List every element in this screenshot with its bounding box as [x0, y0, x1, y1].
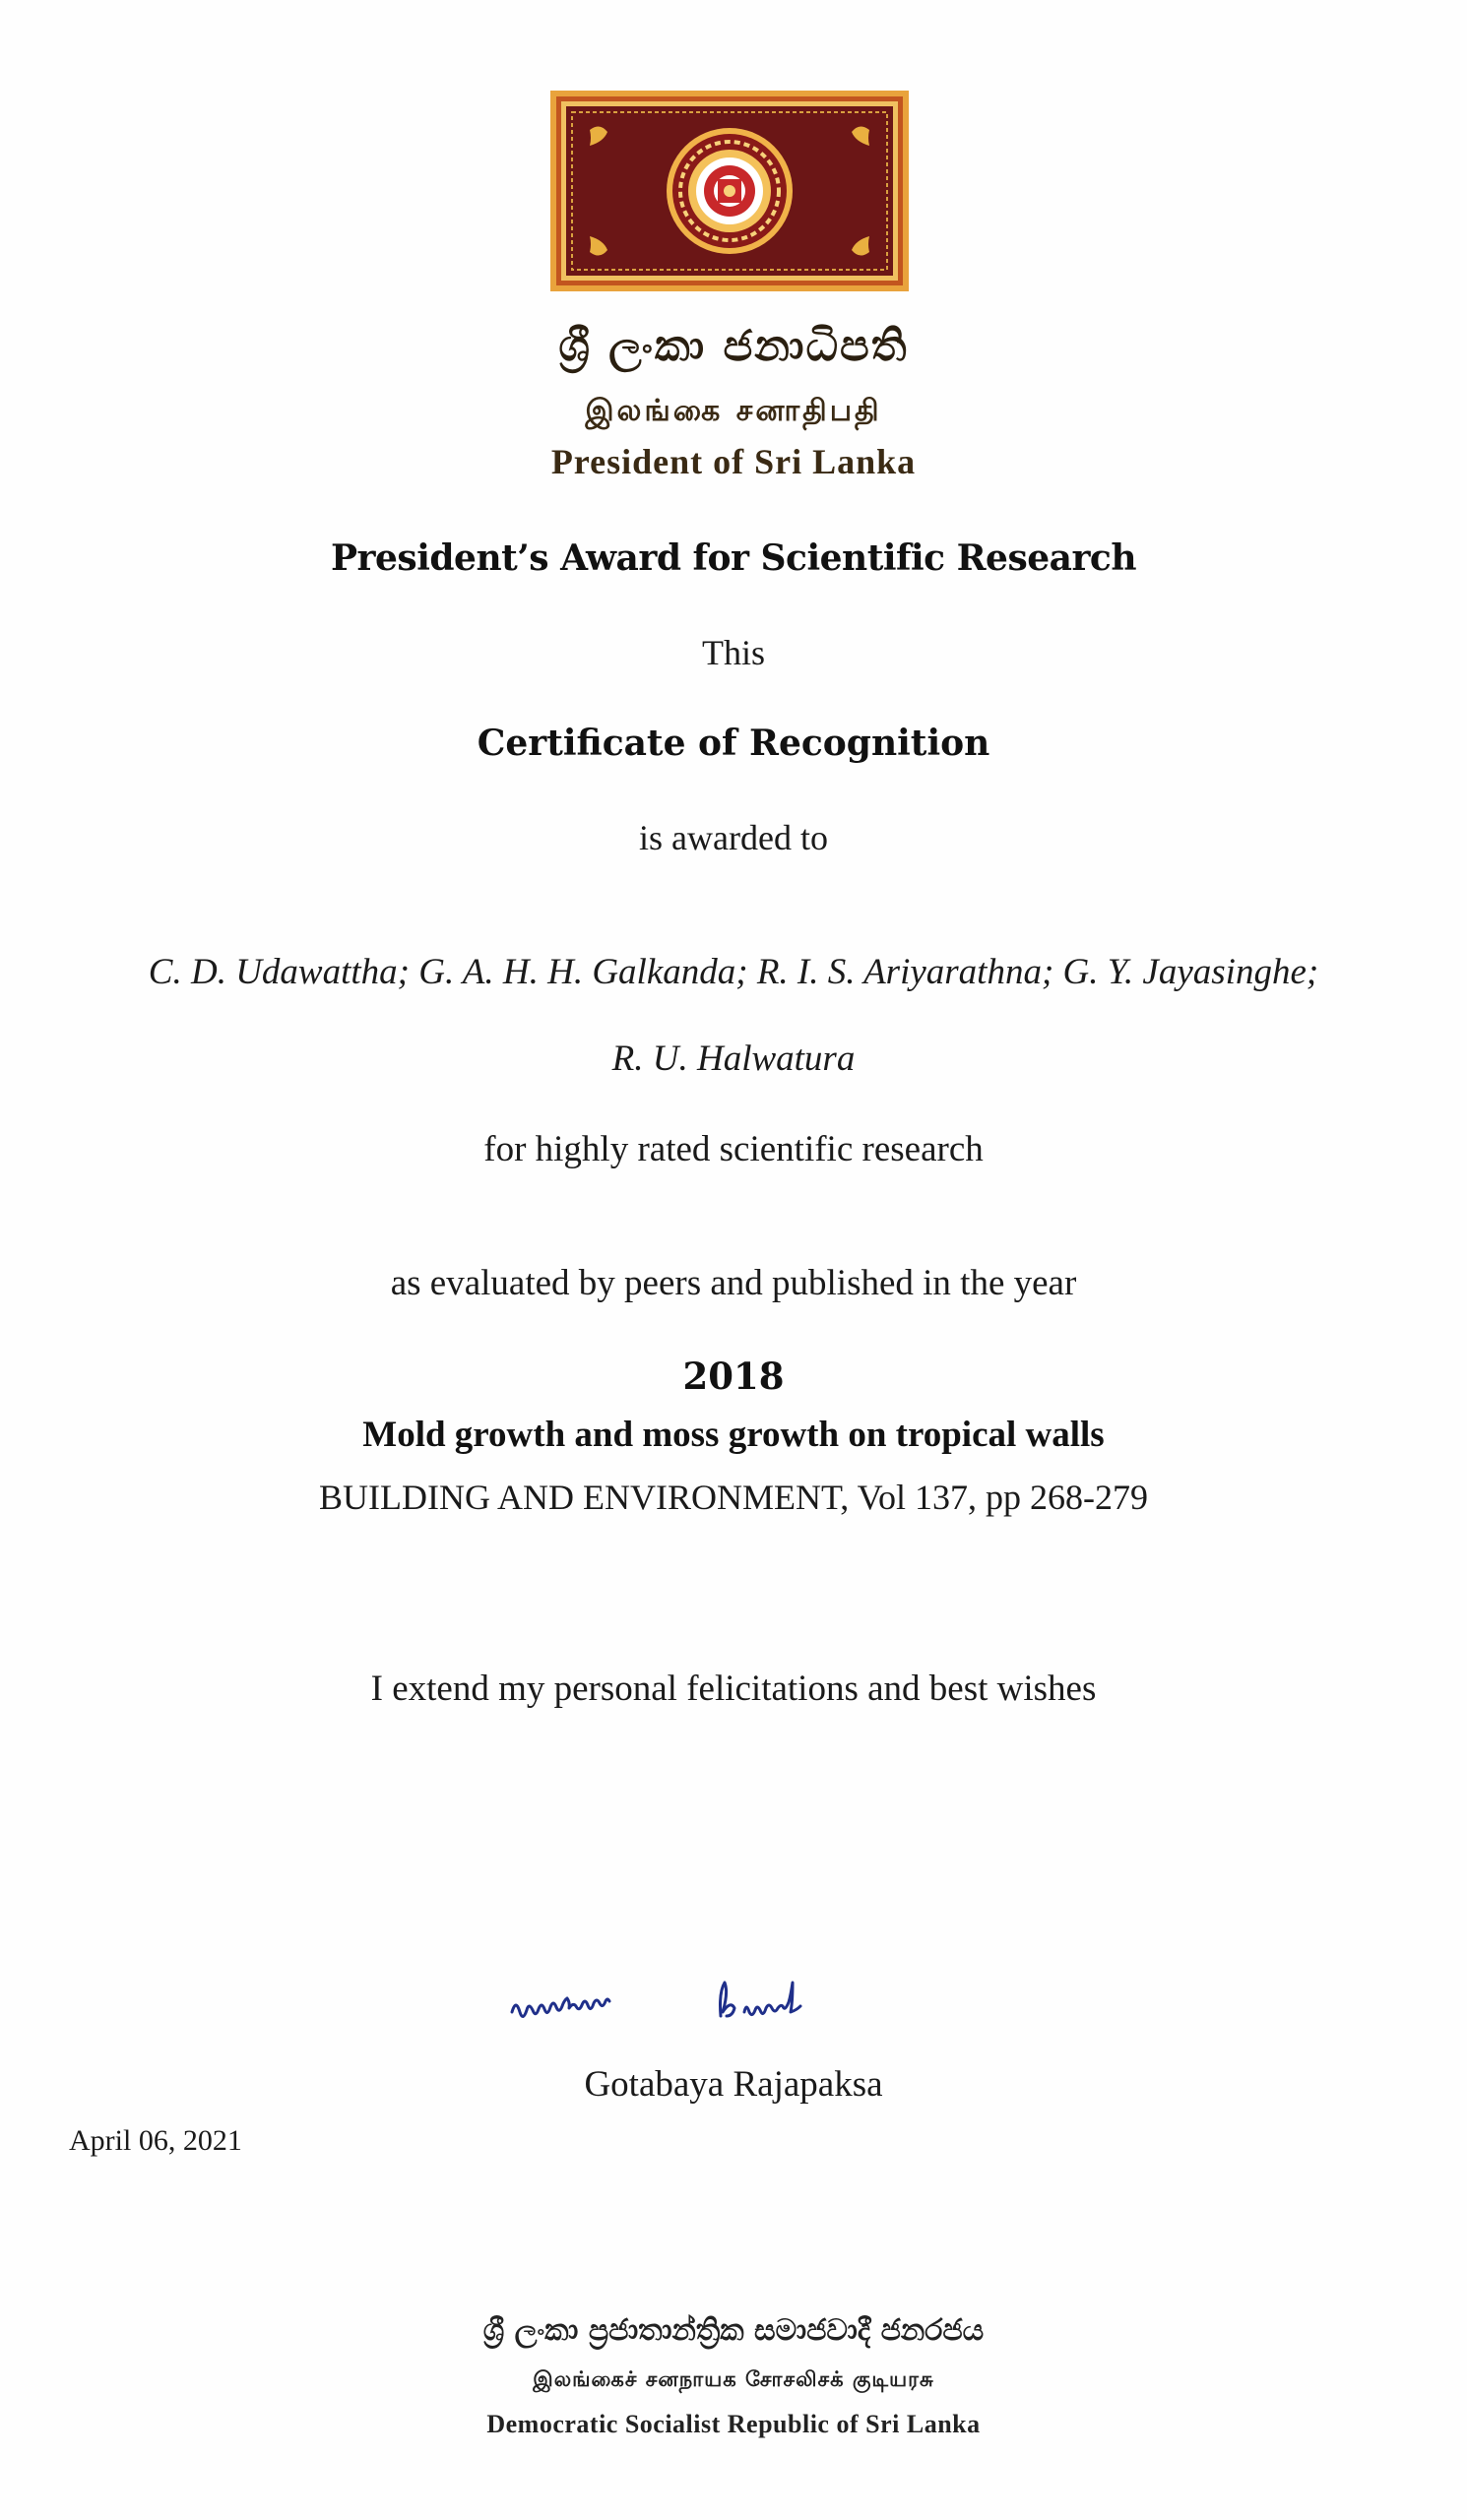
- handwritten-signature-icon: [502, 1969, 896, 2044]
- paper-title: Mold growth and moss growth on tropical walls: [362, 1415, 1105, 1455]
- signatory-name: Gotabaya Rajapaksa: [584, 2064, 883, 2105]
- certificate-type: Certificate of Recognition: [477, 723, 990, 764]
- header-tamil-title: இலங்கை சனாதிபதி: [585, 394, 882, 428]
- award-title: President’s Award for Scientific Research: [330, 537, 1137, 579]
- footer-english: Democratic Socialist Republic of Sri Lanka: [486, 2410, 981, 2438]
- publication-year: 2018: [682, 1354, 785, 1398]
- felicitations-text: I extend my personal felicitations and best wishes: [370, 1669, 1097, 1709]
- header-english-title: President of Sri Lanka: [550, 442, 917, 481]
- header-sinhala-title: ශ්‍රී ලංකා ජනාධිපති: [558, 321, 909, 371]
- intro-text: This: [701, 633, 765, 672]
- presidential-flag-emblem-icon: [550, 91, 909, 291]
- issue-date: April 06, 2021: [69, 2124, 242, 2157]
- authors-line-2: R. U. Halwatura: [611, 1039, 856, 1079]
- footer-tamil: இலங்கைச் சனநாயக சோசலிசக் குடியரசு: [533, 2367, 934, 2391]
- authors-line-1: C. D. Udawattha; G. A. H. H. Galkanda; R. I. S. Ariyarathna; G. Y. Jayasinghe;: [148, 952, 1319, 992]
- journal-reference: BUILDING AND ENVIRONMENT, Vol 137, pp 268-279: [319, 1478, 1148, 1517]
- evaluation-text: as evaluated by peers and published in the year: [390, 1263, 1077, 1303]
- awarded-to-label: is awarded to: [639, 818, 828, 857]
- footer-sinhala: ශ්‍රී ලංකා ප්‍රජාතාන්ත්‍රික සමාජවාදී ජනරජය: [482, 2313, 985, 2348]
- reason-text: for highly rated scientific research: [483, 1129, 984, 1169]
